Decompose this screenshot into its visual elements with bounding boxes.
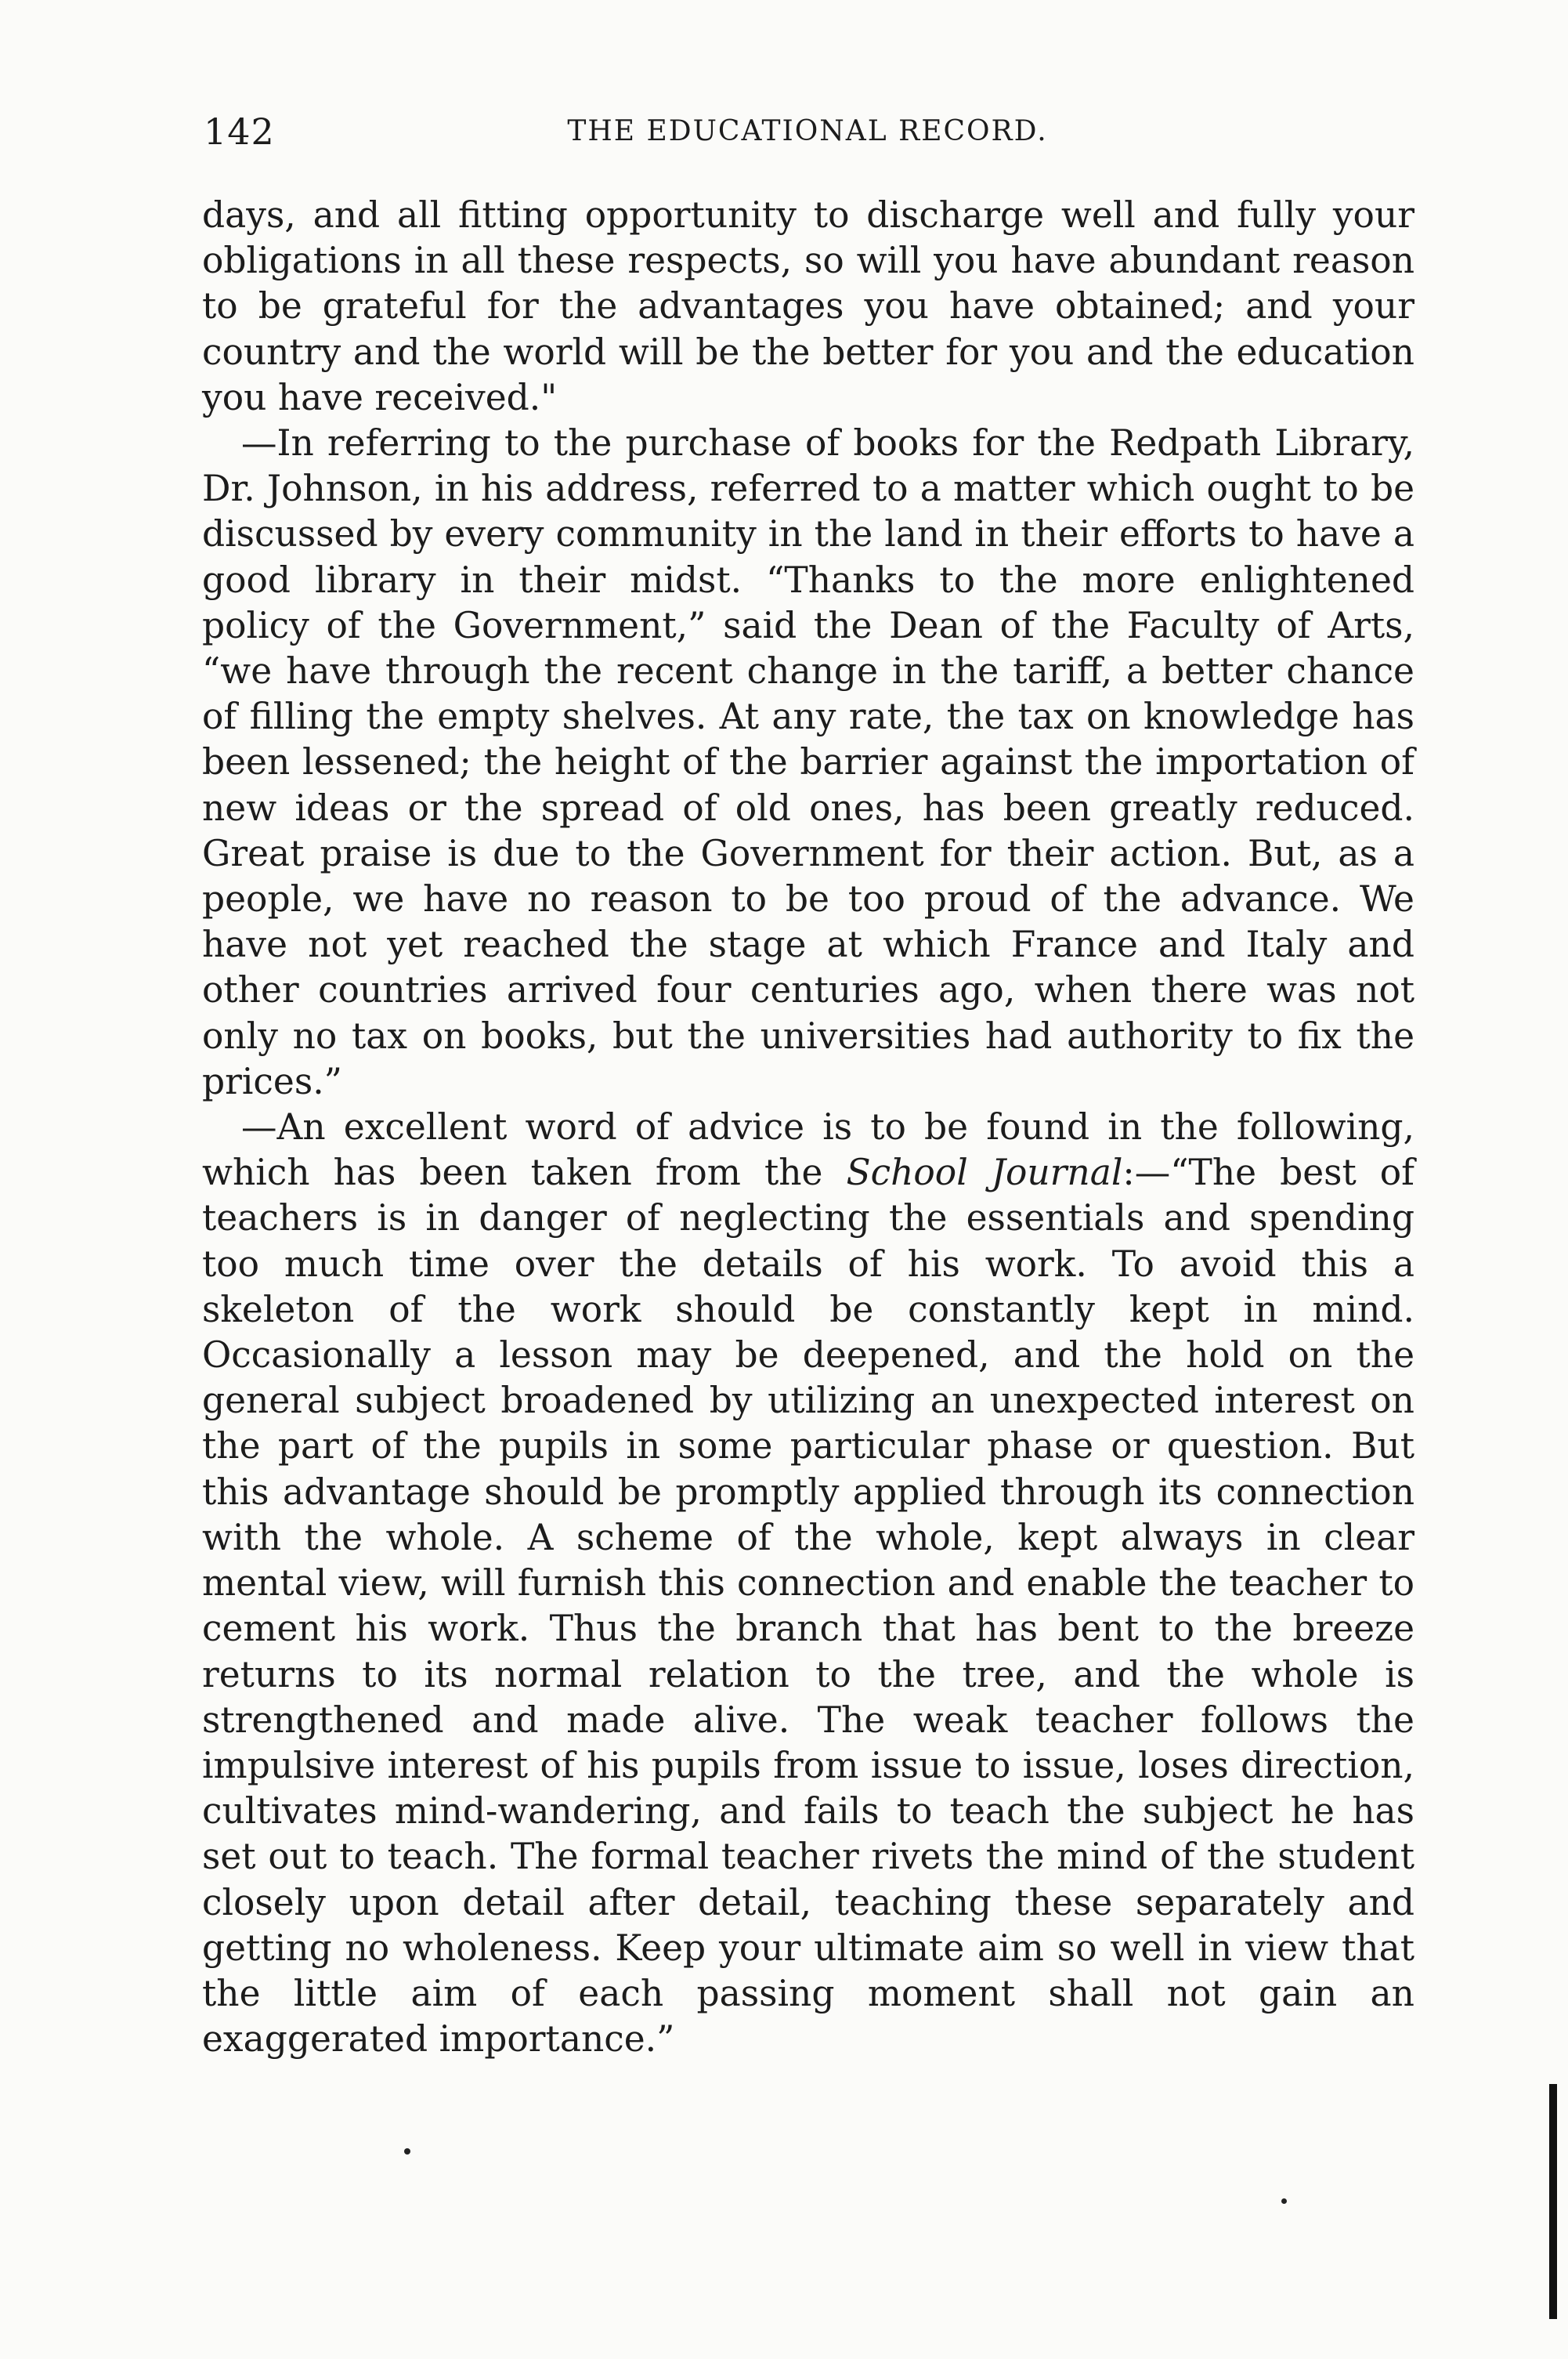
school-journal-title: School Journal (846, 1152, 1123, 1194)
ink-speck (1281, 2198, 1287, 2204)
scan-edge-mark (1549, 2084, 1557, 2319)
page-header (204, 107, 1411, 157)
paragraph-school-journal (202, 1105, 1414, 2062)
paragraph-school-journal-quote: :—“The best of teachers is in danger of neglecting the essentials and spending too much time over the details of his work. To avoid this a skeleton of the work should be constantly kept in mind. Occasionally a lesson may be deepened, and the hold on the general subject broadened by utilizing an unexpected interest on the part of the pupils in some particular phase or question. But this advantage should be promptly applied through its connection with the whole. A scheme of the whole, kept always in clear mental view, will furnish this connection and enable the teacher to cement his work. Thus the branch that has bent to the breeze returns to its normal relation to the tree, and the whole is strengthened and made alive. The weak teacher follows the impulsive interest of his pupils from issue to issue, loses direction, cultivates mind-wandering, and fails to teach the subject he has set out to teach. The formal teacher rivets the mind of the student closely upon detail after detail, teaching these separately and getting no wholeness. Keep your ultimate aim so well in view that the little aim of each passing moment shall not gain an exaggerated importance.” (202, 1152, 1414, 2061)
paragraph-continuation: days, and all fitting opportunity to discharge well and fully your obligations in all these respects, so will you have abundant reason to be grateful for the advantages you have obtained; and your country and the world will be the better for you and the education you have received." (202, 194, 1414, 418)
paragraph-school-journal-intro: —An excellent word of advice is to be found in the following, which has been taken from the (202, 1106, 1414, 1194)
ink-speck (404, 2148, 410, 2155)
page-number: 142 (204, 110, 275, 153)
paragraph-redpath-library: —In referring to the purchase of books for the Redpath Library, Dr. Johnson, in his address, referred to a matter which ought to be discussed by every community in the land in their efforts to have a good library in their midst. “Thanks to the more enlightened policy of the Government,” said the Dean of the Faculty of Arts, “we have through the recent change in the tariff, a better chance of filling the empty shelves. At any rate, the tax on knowledge has been lessened; the height of the barrier against the importation of new ideas or the spread of old ones, has been greatly reduced. Great praise is due to the Government for their action. But, as a people, we have no reason to be too proud of the advance. We have not yet reached the stage at which France and Italy and other countries arrived four centuries ago, when there was not only no tax on books, but the universities had authority to fix the prices.” (202, 422, 1414, 1102)
body-text (202, 193, 1414, 2062)
running-title: THE EDUCATIONAL RECORD. (567, 115, 1048, 147)
